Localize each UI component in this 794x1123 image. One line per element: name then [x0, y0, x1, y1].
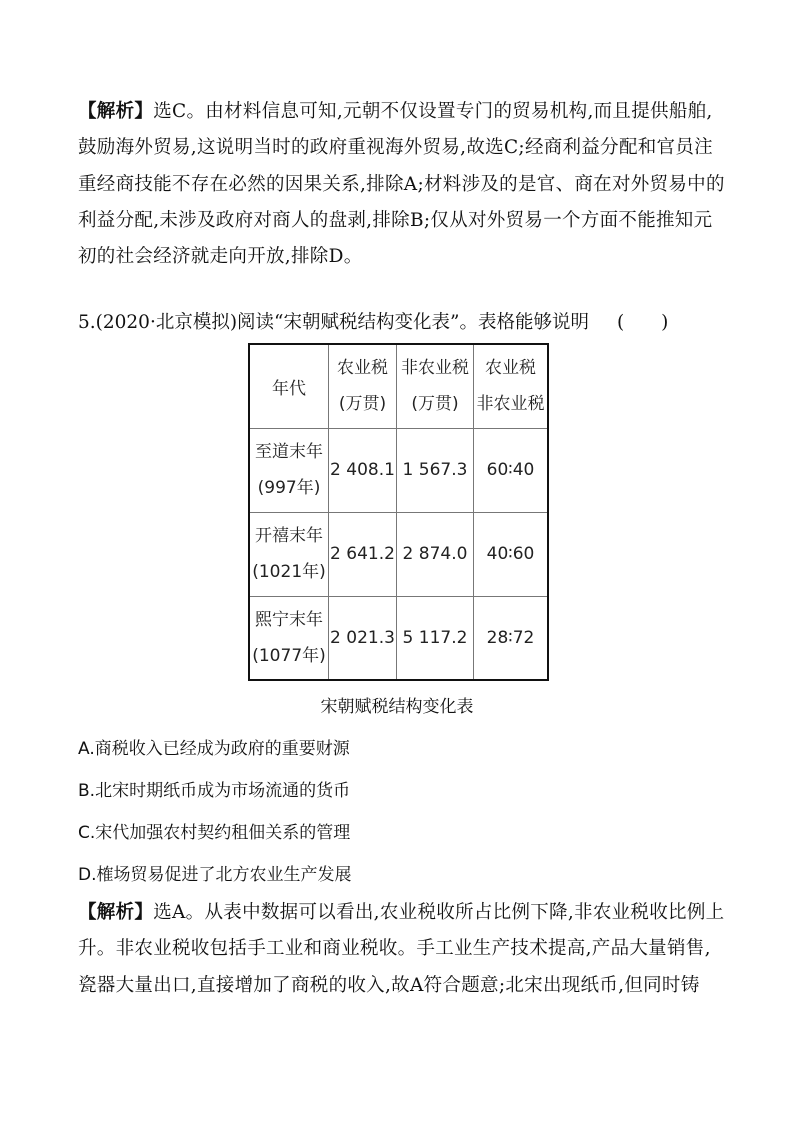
- agri-cell: 2 641.2: [329, 512, 397, 596]
- ratio-cell: 40∶60: [474, 512, 549, 596]
- table-row: [249, 596, 548, 680]
- header-agri: 农业税 (万贯): [329, 344, 397, 428]
- header-era: 年代: [249, 344, 329, 428]
- analysis-line: 升。非农业税收包括手工业和商业税收。手工业生产技术提高,产品大量销售,: [78, 938, 711, 960]
- table-row: [249, 512, 548, 596]
- analysis-line: 【解析】选A。从表中数据可以看出,农业税收所占比例下降,非农业税收比例上: [78, 902, 725, 923]
- table-header-row: [249, 344, 548, 428]
- ratio-cell: 28∶72: [474, 596, 549, 680]
- question-5: [78, 309, 668, 337]
- question-text: 5.(2020·北京模拟)阅读“宋朝赋税结构变化表”。表格能够说明: [78, 312, 589, 333]
- analysis-line: 初的社会经济就走向开放,排除D。: [78, 246, 363, 268]
- ratio-cell: 60∶40: [474, 428, 549, 512]
- analysis-paragraph-2: [78, 895, 738, 1004]
- table-row: [249, 428, 548, 512]
- analysis-line: 重经商技能不存在必然的因果关系,排除A;材料涉及的是官、商在对外贸易中的: [78, 173, 725, 195]
- analysis-line: 【解析】选C。由材料信息可知,元朝不仅设置专门的贸易机构,而且提供船舶,: [78, 101, 713, 122]
- header-nonagri: 非农业税 (万贯): [397, 344, 474, 428]
- answer-blank: ( ): [616, 312, 669, 333]
- analysis-line: 鼓励海外贸易,这说明当时的政府重视海外贸易,故选C;经商利益分配和官员注: [78, 137, 713, 159]
- analysis-tag: 【解析】: [78, 101, 154, 122]
- option-b: B.北宋时期纸币成为市场流通的货币: [78, 781, 351, 801]
- era-cell: 熙宁末年 (1077年): [249, 596, 329, 680]
- agri-cell: 2 021.3: [329, 596, 397, 680]
- era-cell: 开禧末年 (1021年): [249, 512, 329, 596]
- analysis-line: 利益分配,未涉及政府对商人的盘剥,排除B;仅从对外贸易一个方面不能推知元: [78, 209, 713, 231]
- header-ratio: 农业税 非农业税: [474, 344, 549, 428]
- nonagri-cell: 5 117.2: [397, 596, 474, 680]
- analysis-line: 瓷器大量出口,直接增加了商税的收入,故A符合题意;北宋出现纸币,但同时铸: [78, 974, 700, 996]
- tax-structure-table: [248, 343, 549, 681]
- option-d: D.榷场贸易促进了北方农业生产发展: [78, 865, 352, 885]
- era-cell: 至道末年 (997年): [249, 428, 329, 512]
- nonagri-cell: 2 874.0: [397, 512, 474, 596]
- option-a: A.商税收入已经成为政府的重要财源: [78, 739, 350, 759]
- table-caption: 宋朝赋税结构变化表: [320, 697, 474, 717]
- nonagri-cell: 1 567.3: [397, 428, 474, 512]
- option-c: C.宋代加强农村契约租佃关系的管理: [78, 823, 351, 843]
- analysis-tag: 【解析】: [78, 902, 154, 923]
- agri-cell: 2 408.1: [329, 428, 397, 512]
- analysis-paragraph-1: [78, 94, 738, 275]
